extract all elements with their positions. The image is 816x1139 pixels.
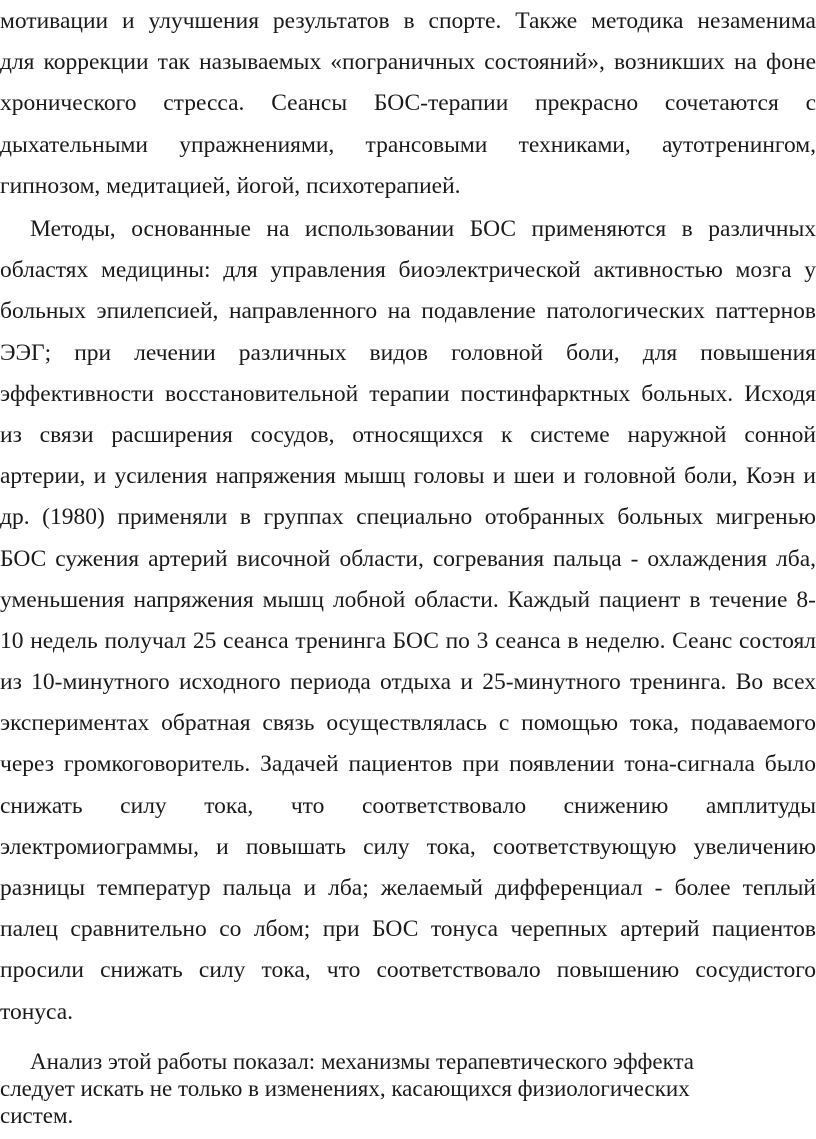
text-line: из связи расширения сосудов, относящихся к системе наружной сонной [0,421,816,448]
text-line: снижать силу тока, что соответствовало снижению амплитуды [0,792,816,819]
paragraph-2 [0,209,816,1033]
text-line: ЭЭГ; при лечении различных видов головной боли, для повышения [0,339,816,366]
text-line: 10 недель получал 25 сеанса тренинга БОС по 3 сеанса в неделю. Сеанс состоял [0,627,816,654]
text-line: через громкоговоритель. Задачей пациентов при появлении тона-сигнала было [0,751,816,778]
text-line: следует искать не только в изменениях, касающихся физиологических [0,1075,690,1101]
text-line: дыхательными упражнениями, трансовыми техниками, аутотренингом, [0,131,816,158]
text-line: мотивации и улучшения результатов в спорте. Также методика незаменима [0,8,816,34]
text-line: Анализ этой работы показал: механизмы терапевтического эффекта [30,1049,694,1074]
text-line: больных эпилепсией, направленного на подавление патологических паттернов [0,298,816,325]
text-line: тонуса. [0,998,74,1025]
text-line: палец сравнительно со лбом; при БОС тонуса черепных артерий пациентов [0,916,816,943]
text-line: хронического стресса. Сеансы БОС-терапии прекрасно сочетаются с [0,90,816,117]
text-line: электромиограммы, и повышать силу тока, соответствующую увеличению [0,833,816,860]
text-line: др. (1980) применяли в группах специально отобранных больных мигренью [0,504,816,531]
text-line: разницы температур пальца и лба; желаемый дифференциал - более теплый [0,875,816,901]
paragraph-1 [0,1,816,207]
paragraph-3 [0,1048,816,1128]
text-line: эффективности восстановительной терапии постинфарктных больных. Исходя [0,380,816,407]
text-line: уменьшения напряжения мышц лобной области. Каждый пациент в течение 8- [0,586,816,613]
text-line: БОС сужения артерий височной области, согревания пальца - охлаждения лба, [0,545,816,572]
text-line: из 10-минутного исходного периода отдыха и 25-минутного тренинга. Во всех [0,669,816,696]
text-line: Методы, основанные на использовании БОС применяются в различных [30,216,816,242]
text-line: для коррекции так называемых «пограничных состояний», возникших на фоне [0,49,816,76]
text-line: систем. [0,1102,74,1128]
text-line: артерии, и усиления напряжения мышц головы и шеи и головной боли, Коэн и [0,463,816,490]
text-line: экспериментах обратная связь осуществлялась с помощью тока, подаваемого [0,710,816,737]
text-line: областях медицины: для управления биоэлектрической активностью мозга у [0,257,816,284]
text-line: просили снижать силу тока, что соответствовало повышению сосудистого [0,957,816,984]
text-line: гипнозом, медитацией, йогой, психотерапией. [0,172,461,199]
